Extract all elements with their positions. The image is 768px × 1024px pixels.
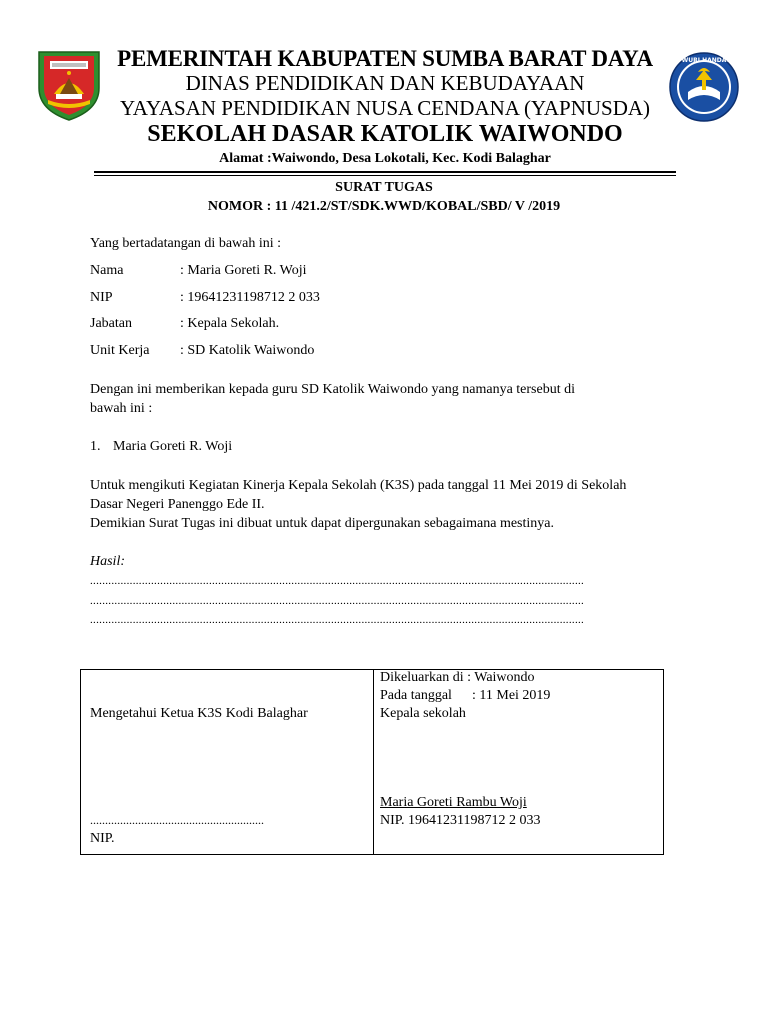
letterhead-line-foundation: YAYASAN PENDIDIKAN NUSA CENDANA (YAPNUSDA) [119, 96, 651, 120]
logo-motto: TUT WURI HANDAYANI [668, 57, 740, 64]
assignee-name: Maria Goreti R. Woji [113, 439, 233, 454]
letterhead-line-department: DINAS PENDIDIKAN DAN KEBUDAYAAN [185, 71, 585, 95]
tut-wuri-handayani-logo [668, 50, 740, 124]
field-value-position: : Kepala Sekolah. [180, 316, 280, 331]
result-dotted-line-1: .................................................................................................................................................................. [90, 575, 585, 587]
field-value-name: : Maria Goreti R. Woji [180, 263, 307, 278]
field-label-position: Jabatan [90, 316, 132, 331]
right-position: Kepala sekolah [380, 706, 466, 721]
right-issued-at: Dikeluarkan di : Waiwondo [380, 670, 535, 685]
letterhead-divider-thin [94, 175, 676, 176]
right-signer-name: Maria Goreti Rambu Woji [380, 795, 527, 810]
left-signature-nip: NIP. [90, 831, 115, 846]
right-date-value: : 11 Mei 2019 [472, 688, 551, 703]
purpose-text-line1: Untuk mengikuti Kegiatan Kinerja Kepala Sekolah (K3S) pada tanggal 11 Mei 2019 di Sekolah [90, 478, 627, 493]
signature-table-divider [373, 669, 374, 855]
purpose-text-line2: Dasar Negeri Panenggo Ede II. [90, 497, 265, 512]
left-signature-blank: .......................................................... [90, 813, 264, 827]
field-label-nip: NIP [90, 290, 113, 305]
document-number: NOMOR : 11 /421.2/ST/SDK.WWD/KOBAL/SBD/ V /2019 [207, 199, 561, 214]
field-label-unit: Unit Kerja [90, 343, 150, 358]
result-dotted-line-2: .................................................................................................................................................................. [90, 595, 585, 607]
closing-text: Demikian Surat Tugas ini dibuat untuk dapat dipergunakan sebagaimana mestinya. [90, 516, 554, 531]
intro-text: Yang bertadatangan di bawah ini : [90, 236, 282, 251]
assignment-text-line1: Dengan ini memberikan kepada guru SD Katolik Waiwondo yang namanya tersebut di [90, 382, 575, 397]
field-label-name: Nama [90, 263, 124, 278]
document-title: SURAT TUGAS [335, 180, 433, 195]
result-label: Hasil: [90, 554, 125, 569]
letterhead-divider-thick [94, 171, 676, 173]
letterhead-line-government: PEMERINTAH KABUPATEN SUMBA BARAT DAYA [117, 46, 653, 71]
right-signer-nip: NIP. 19641231198712 2 033 [380, 813, 541, 828]
letterhead-line-school: SEKOLAH DASAR KATOLIK WAIWONDO [147, 121, 623, 147]
assignee-number: 1. [90, 439, 101, 454]
letterhead-address: Alamat :Waiwondo, Desa Lokotali, Kec. Kodi Balaghar [219, 151, 551, 166]
left-signature-title: Mengetahui Ketua K3S Kodi Balaghar [90, 706, 308, 721]
field-value-unit: : SD Katolik Waiwondo [180, 343, 315, 358]
right-date-label: Pada tanggal [380, 688, 452, 703]
field-value-nip: : 19641231198712 2 033 [180, 290, 320, 305]
result-dotted-line-3: .................................................................................................................................................................. [90, 614, 585, 626]
regency-crest-logo [34, 48, 104, 122]
assignment-text-line2: bawah ini : [90, 401, 153, 416]
